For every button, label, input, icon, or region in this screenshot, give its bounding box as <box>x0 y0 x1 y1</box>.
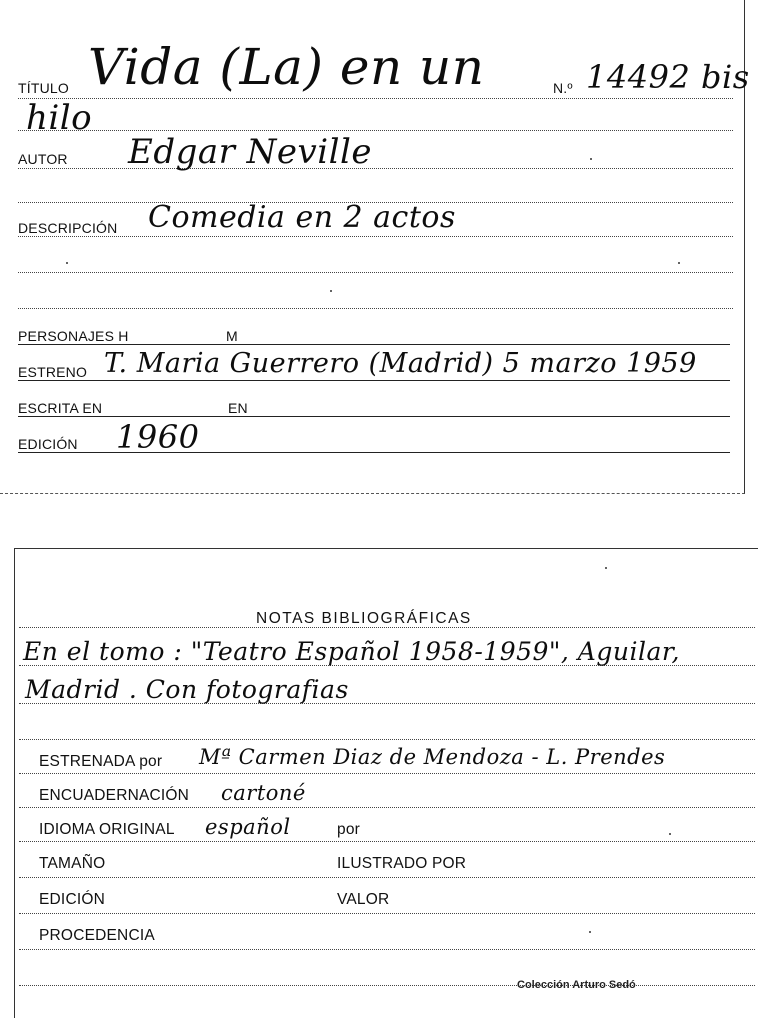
rule <box>19 807 755 808</box>
rule <box>19 773 755 774</box>
escrita-en-label: ESCRITA EN <box>18 400 103 416</box>
encuadernacion-label: ENCUADERNACIÓN <box>39 787 190 804</box>
autor-value: Edgar Neville <box>128 132 373 172</box>
speck <box>66 262 68 264</box>
titulo-continuation: hilo <box>26 98 93 138</box>
rule <box>18 344 730 345</box>
titulo-label: TÍTULO <box>18 80 69 96</box>
edicion-value: 1960 <box>116 418 200 456</box>
valor-label: VALOR <box>337 891 390 908</box>
rule <box>18 130 733 131</box>
rule <box>18 416 730 417</box>
rule <box>19 913 755 914</box>
idioma-original-value: español <box>205 815 291 839</box>
estreno-value: T. Maria Guerrero (Madrid) 5 marzo 1959 <box>104 348 697 379</box>
speck <box>590 158 592 160</box>
rule <box>19 877 755 878</box>
rule <box>19 627 755 628</box>
edicion-label: EDICIÓN <box>39 891 105 908</box>
speck <box>669 833 671 835</box>
rule <box>19 985 755 986</box>
por-label: por <box>337 821 361 838</box>
estrenada-value: Mª Carmen Diaz de Mendoza - L. Prendes <box>199 745 666 769</box>
numero-label: N.º <box>553 80 573 96</box>
autor-label: AUTOR <box>18 151 68 167</box>
descripcion-value: Comedia en 2 actos <box>148 200 456 235</box>
estrenada-label: ESTRENADA por <box>39 753 163 770</box>
procedencia-label: PROCEDENCIA <box>39 927 155 944</box>
encuadernacion-value: cartoné <box>221 781 306 805</box>
rule <box>18 380 730 381</box>
ilustrado-por-label: ILUSTRADO POR <box>337 855 467 872</box>
notas-heading: NOTAS BIBLIOGRÁFICAS <box>256 610 472 627</box>
rule <box>19 949 755 950</box>
rule <box>18 98 733 99</box>
estreno-label: ESTRENO <box>18 364 88 380</box>
notas-line-1: En el tomo : "Teatro Español 1958-1959", Aguilar, <box>23 637 681 666</box>
edicion-label: EDICIÓN <box>18 436 78 452</box>
catalog-card-top <box>0 0 750 494</box>
speck <box>589 931 591 933</box>
personajes-h-label: PERSONAJES H <box>18 328 129 344</box>
rule <box>18 168 733 169</box>
tamano-label: TAMAÑO <box>39 855 106 872</box>
escrita-en-place-label: EN <box>228 400 248 416</box>
collection-footer: Colección Arturo Sedó <box>517 979 636 991</box>
speck <box>605 567 607 569</box>
personajes-m-label: M <box>226 328 238 344</box>
descripcion-label: DESCRIPCIÓN <box>18 220 118 236</box>
speck <box>678 262 680 264</box>
rule <box>19 739 755 740</box>
rule <box>18 236 733 237</box>
speck <box>330 290 332 292</box>
numero-value: 14492 bis <box>586 58 750 96</box>
titulo-value: Vida (La) en un <box>88 38 485 96</box>
rule <box>18 308 733 309</box>
idioma-original-label: IDIOMA ORIGINAL <box>39 821 175 838</box>
catalog-card-bottom <box>14 548 758 1018</box>
rule <box>18 272 733 273</box>
notas-line-2: Madrid . Con fotografias <box>25 675 349 704</box>
rule <box>19 841 755 842</box>
